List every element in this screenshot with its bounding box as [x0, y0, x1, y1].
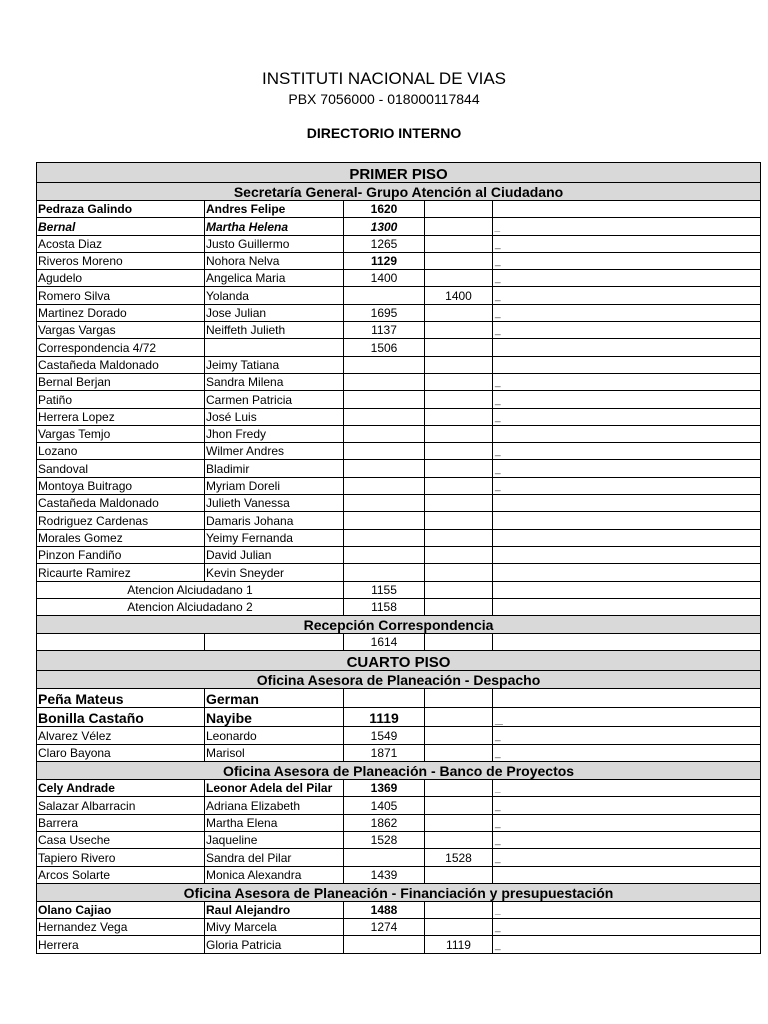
given-name: German [205, 689, 344, 708]
surname: Sandoval [37, 460, 205, 477]
extension: 1129 [344, 252, 425, 269]
surname: Herrera Lopez [37, 408, 205, 425]
table-row [37, 727, 761, 744]
alt-extension [425, 634, 493, 651]
table-row [37, 270, 761, 287]
note: _ [493, 708, 761, 727]
surname: Claro Bayona [37, 744, 205, 761]
table-row [37, 936, 761, 953]
note: _ [493, 727, 761, 744]
given-name: Bladimir [205, 460, 344, 477]
surname: Salazar Albarracin [37, 797, 205, 814]
phone-line: PBX 7056000 - 018000117844 [288, 91, 480, 107]
surname: Ricaurte Ramirez [37, 564, 205, 581]
alt-extension [425, 477, 493, 494]
extension: 1405 [344, 797, 425, 814]
table-row [37, 304, 761, 321]
extension: 1400 [344, 270, 425, 287]
note: _ [493, 270, 761, 287]
note: _ [493, 391, 761, 408]
surname: Romero Silva [37, 287, 205, 304]
alt-extension [425, 744, 493, 761]
alt-extension [425, 218, 493, 235]
alt-extension [425, 356, 493, 373]
table-row [37, 814, 761, 831]
note: _ [493, 373, 761, 390]
surname: Bernal [37, 218, 205, 235]
extension: 1300 [344, 218, 425, 235]
section-heading: Oficina Asesora de Planeación - Despacho [37, 671, 761, 689]
surname: Rodriguez Cardenas [37, 512, 205, 529]
surname: Vargas Temjo [37, 425, 205, 442]
alt-extension [425, 235, 493, 252]
extension [344, 408, 425, 425]
table-row [37, 708, 761, 727]
section-heading-row [37, 883, 761, 901]
given-name: Yeimy Fernanda [205, 529, 344, 546]
table-row [37, 512, 761, 529]
extension [344, 391, 425, 408]
note: _ [493, 744, 761, 761]
section-heading-row [37, 616, 761, 634]
note: _ [493, 849, 761, 866]
extension [344, 425, 425, 442]
note: _ [493, 919, 761, 936]
section-heading-row [37, 762, 761, 780]
surname: Vargas Vargas [37, 322, 205, 339]
surname: Tapiero Rivero [37, 849, 205, 866]
alt-extension: 1400 [425, 287, 493, 304]
alt-extension [425, 391, 493, 408]
extension: 1549 [344, 727, 425, 744]
alt-extension [425, 270, 493, 287]
extension: 1695 [344, 304, 425, 321]
table-row [37, 634, 761, 651]
extension [344, 460, 425, 477]
note: _ [493, 252, 761, 269]
section-heading: Recepción Correspondencia [37, 616, 761, 634]
given-name: Jeimy Tatiana [205, 356, 344, 373]
alt-extension [425, 564, 493, 581]
note: _ [493, 218, 761, 235]
note [493, 425, 761, 442]
table-row [37, 322, 761, 339]
given-name: Jose Julian [205, 304, 344, 321]
note: _ [493, 901, 761, 918]
extension: 1155 [344, 581, 425, 598]
surname: Correspondencia 4/72 [37, 339, 205, 356]
extension [344, 936, 425, 953]
surname: Agudelo [37, 270, 205, 287]
table-row [37, 339, 761, 356]
table-row [37, 780, 761, 797]
extension [344, 849, 425, 866]
table-row [37, 425, 761, 442]
alt-extension [425, 443, 493, 460]
surname: Pinzon Fandiño [37, 546, 205, 563]
table-row [37, 866, 761, 883]
table-row [37, 391, 761, 408]
given-name: Martha Helena [205, 218, 344, 235]
alt-extension [425, 408, 493, 425]
alt-extension [425, 831, 493, 848]
surname: Bernal Berjan [37, 373, 205, 390]
table-row [37, 546, 761, 563]
table-row [37, 443, 761, 460]
note [493, 512, 761, 529]
section-heading-row [37, 671, 761, 689]
table-row [37, 831, 761, 848]
extension [344, 373, 425, 390]
service-name: Atencion Alciudadano 2 [37, 598, 344, 615]
table-row [37, 201, 761, 218]
floor-heading: CUARTO PISO [37, 651, 761, 671]
note [493, 564, 761, 581]
given-name: Sandra Milena [205, 373, 344, 390]
given-name: Gloria Patricia [205, 936, 344, 953]
extension [344, 477, 425, 494]
alt-extension [425, 373, 493, 390]
alt-extension [425, 460, 493, 477]
surname: Peña Mateus [37, 689, 205, 708]
alt-extension [425, 546, 493, 563]
given-name: Jhon Fredy [205, 425, 344, 442]
floor-heading-row [37, 163, 761, 183]
table-row [37, 529, 761, 546]
extension: 1614 [344, 634, 425, 651]
table-row [37, 373, 761, 390]
extension: 1137 [344, 322, 425, 339]
surname: Riveros Moreno [37, 252, 205, 269]
table-row [37, 218, 761, 235]
alt-extension: 1119 [425, 936, 493, 953]
table-row [37, 849, 761, 866]
alt-extension [425, 201, 493, 218]
extension: 1871 [344, 744, 425, 761]
note [493, 529, 761, 546]
extension [344, 546, 425, 563]
note [493, 201, 761, 218]
institution-title: INSTITUTI NACIONAL DE VIAS [261, 69, 507, 88]
given-name: Sandra del Pilar [205, 849, 344, 866]
note: _ [493, 831, 761, 848]
table-row [37, 744, 761, 761]
surname: Barrera [37, 814, 205, 831]
surname: Morales Gomez [37, 529, 205, 546]
extension [344, 689, 425, 708]
extension [344, 495, 425, 512]
surname: Martinez Dorado [37, 304, 205, 321]
extension [344, 287, 425, 304]
extension: 1265 [344, 235, 425, 252]
note [493, 634, 761, 651]
note: _ [493, 235, 761, 252]
note: _ [493, 322, 761, 339]
extension: 1439 [344, 866, 425, 883]
extension [344, 529, 425, 546]
surname [37, 634, 205, 651]
surname: Castañeda Maldonado [37, 495, 205, 512]
surname: Hernandez Vega [37, 919, 205, 936]
alt-extension [425, 339, 493, 356]
surname: Alvarez Vélez [37, 727, 205, 744]
given-name: Leonor Adela del Pilar [205, 780, 344, 797]
note: _ [493, 408, 761, 425]
extension [344, 356, 425, 373]
table-row [37, 356, 761, 373]
note: _ [493, 304, 761, 321]
surname: Olano Cajiao [37, 901, 205, 918]
given-name: José Luis [205, 408, 344, 425]
alt-extension [425, 322, 493, 339]
alt-extension [425, 866, 493, 883]
alt-extension [425, 901, 493, 918]
extension: 1528 [344, 831, 425, 848]
note: _ [493, 287, 761, 304]
table-row [37, 235, 761, 252]
floor-heading-row [37, 651, 761, 671]
given-name: Carmen Patricia [205, 391, 344, 408]
given-name: Angelica Maria [205, 270, 344, 287]
surname: Acosta Diaz [37, 235, 205, 252]
table-row [37, 287, 761, 304]
given-name: Justo Guillermo [205, 235, 344, 252]
given-name: Leonardo [205, 727, 344, 744]
note: _ [493, 460, 761, 477]
section-heading-row [37, 183, 761, 201]
given-name: Mivy Marcela [205, 919, 344, 936]
given-name: Wilmer Andres [205, 443, 344, 460]
alt-extension [425, 304, 493, 321]
given-name: Jaqueline [205, 831, 344, 848]
note: _ [493, 477, 761, 494]
extension: 1158 [344, 598, 425, 615]
given-name: Raul Alejandro [205, 901, 344, 918]
note: _ [493, 443, 761, 460]
table-row [37, 564, 761, 581]
floor-heading: PRIMER PISO [37, 163, 761, 183]
given-name: Adriana Elizabeth [205, 797, 344, 814]
given-name: Yolanda [205, 287, 344, 304]
note [493, 581, 761, 598]
surname: Cely Andrade [37, 780, 205, 797]
extension: 1620 [344, 201, 425, 218]
table-row [37, 495, 761, 512]
alt-extension [425, 581, 493, 598]
surname: Castañeda Maldonado [37, 356, 205, 373]
given-name: David Julian [205, 546, 344, 563]
extension [344, 512, 425, 529]
note: _ [493, 814, 761, 831]
surname: Arcos Solarte [37, 866, 205, 883]
note [493, 546, 761, 563]
note: _ [493, 936, 761, 953]
alt-extension [425, 814, 493, 831]
alt-extension [425, 780, 493, 797]
surname: Casa Useche [37, 831, 205, 848]
section-heading: Oficina Asesora de Planeación - Banco de Proyectos [37, 762, 761, 780]
service-name: Atencion Alciudadano 1 [37, 581, 344, 598]
directory-table [36, 162, 761, 954]
given-name [205, 339, 344, 356]
alt-extension [425, 598, 493, 615]
alt-extension [425, 529, 493, 546]
alt-extension [425, 689, 493, 708]
surname: Montoya Buitrago [37, 477, 205, 494]
given-name: Nayibe [205, 708, 344, 727]
given-name: Martha Elena [205, 814, 344, 831]
extension [344, 564, 425, 581]
given-name: Marisol [205, 744, 344, 761]
table-row [37, 252, 761, 269]
surname: Lozano [37, 443, 205, 460]
section-heading: Oficina Asesora de Planeación - Financiación y presupuestación [37, 883, 761, 901]
table-row [37, 477, 761, 494]
note: _ [493, 797, 761, 814]
given-name [205, 634, 344, 651]
given-name: Damaris Johana [205, 512, 344, 529]
extension: 1119 [344, 708, 425, 727]
table-row [37, 408, 761, 425]
alt-extension [425, 495, 493, 512]
section-heading: Secretaría General- Grupo Atención al Ciudadano [37, 183, 761, 201]
note [493, 339, 761, 356]
surname: Pedraza Galindo [37, 201, 205, 218]
given-name: Neiffeth Julieth [205, 322, 344, 339]
extension [344, 443, 425, 460]
given-name: Kevin Sneyder [205, 564, 344, 581]
note [493, 689, 761, 708]
given-name: Myriam Doreli [205, 477, 344, 494]
table-row [37, 919, 761, 936]
alt-extension [425, 797, 493, 814]
note [493, 495, 761, 512]
alt-extension [425, 708, 493, 727]
note [493, 598, 761, 615]
table-row [37, 598, 761, 615]
table-row [37, 460, 761, 477]
table-row [37, 901, 761, 918]
given-name: Julieth Vanessa [205, 495, 344, 512]
note [493, 356, 761, 373]
alt-extension [425, 252, 493, 269]
surname: Herrera [37, 936, 205, 953]
table-row [37, 797, 761, 814]
alt-extension [425, 425, 493, 442]
alt-extension [425, 727, 493, 744]
surname: Patiño [37, 391, 205, 408]
surname: Bonilla Castaño [37, 708, 205, 727]
alt-extension [425, 919, 493, 936]
extension: 1506 [344, 339, 425, 356]
given-name: Andres Felipe [205, 201, 344, 218]
extension: 1274 [344, 919, 425, 936]
table-row [37, 581, 761, 598]
given-name: Monica Alexandra [205, 866, 344, 883]
alt-extension: 1528 [425, 849, 493, 866]
note: _ [493, 780, 761, 797]
extension: 1488 [344, 901, 425, 918]
directory-subtitle: DIRECTORIO INTERNO [306, 125, 462, 141]
extension: 1369 [344, 780, 425, 797]
table-row [37, 689, 761, 708]
given-name: Nohora Nelva [205, 252, 344, 269]
extension: 1862 [344, 814, 425, 831]
note [493, 866, 761, 883]
alt-extension [425, 512, 493, 529]
